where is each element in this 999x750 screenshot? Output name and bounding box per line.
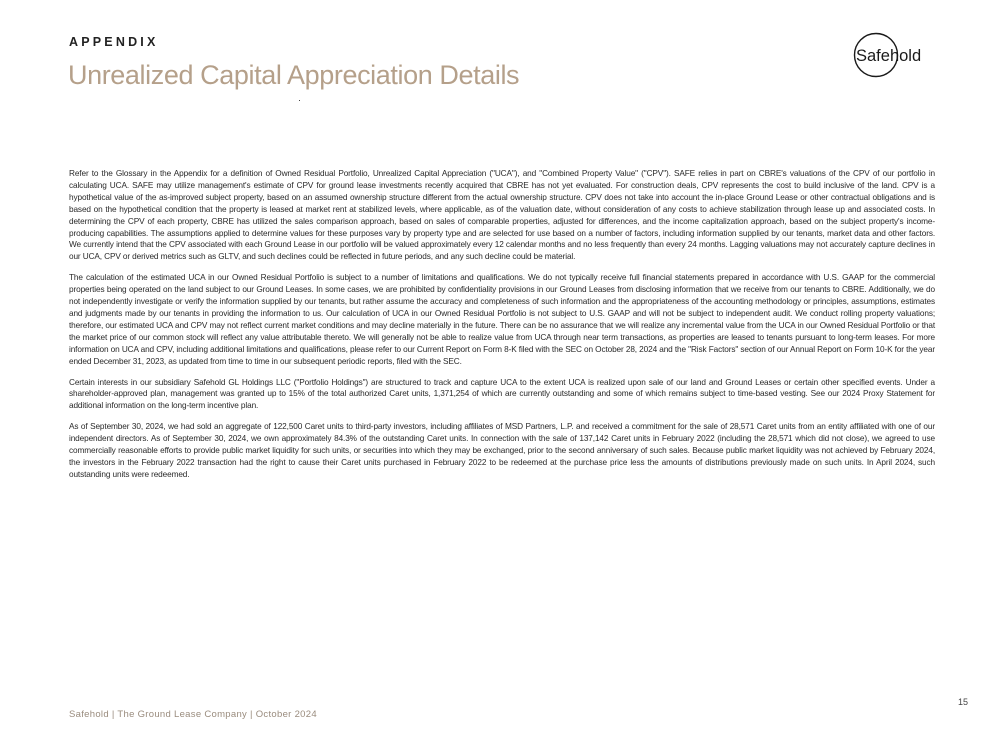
paragraph-caret-units: As of September 30, 2024, we had sold an aggregate of 122,500 Caret units to third-party investors, including affiliates of MSD Partners, L.P. and received a commitment for the sale of 28,571 Caret units from an entity affiliated with one of our independent directors. As of September 30, 2024, we own approximately 84.3% of the outstanding Caret units. In connection with the sale of 137,142 Caret units in February 2022 (including the 28,571 which did not close), we agreed to use commercially reasonable efforts to provide public market liquidity for such units, or securities into which they may be exchanged, prior to the second anniversary of such sales. Because public market liquidity was not achieved by February 2024, the investors in the February 2022 transaction had the right to cause their Caret units purchased in February 2022 to be redeemed at the purchase price less the amounts of distributions previously made on such units. In April 2024, such outstanding units were redeemed. bbox=[69, 422, 935, 479]
section-kicker: APPENDIX bbox=[69, 35, 159, 49]
paragraph-portfolio-holdings: Certain interests in our subsidiary Safehold GL Holdings LLC ("Portfolio Holdings") are structured to track and capture UCA to the extent UCA is realized upon sale of our land and Ground Leases or certain other specified events. Under a shareholder-approved plan, management was granted up to 15% of the total authorized Caret units, 1,371,254 of which are currently outstanding and some of which remains subject to time-based vesting. See our 2024 Proxy Statement for additional information on the long-term incentive plan. bbox=[69, 377, 935, 411]
paragraph-cpv-definition: Refer to the Glossary in the Appendix for a definition of Owned Residual Portfolio, Unrealized Capital Appreciation ("UCA"), and "Combined Property Value" ("CPV"). SAFE relies in part on CBRE's valuations of the CPV of our portfolio in calculating UCA. SAFE may utilize management's estimate of CPV for ground lease investments recently acquired that CBRE has not yet evaluated. For construction deals, CPV represents the cost to build inclusive of the land. CPV is a hypothetical value of the as-improved subject property, based on an assumed ownership structure different from the actual ownership structure. CPV does not take into account the in-place Ground Lease or other contractual obligations and is based on the hypothetical condition that the property is leased at market rent at stabilized levels, where applicable, as of the valuation date, without consideration of any costs to achieve stabilization through lease up and associated costs. In determining the CPV of each property, CBRE has utilized the sales comparison approach, based on sales of comparable properties, adjusted for differences, and the income capitalization approach, based on the subject property's income-producing capabilities. The assumptions applied to determine values for these purposes vary by property type and are selected for use based on a number of factors, including information supplied by our tenants, market data and other factors. We currently intend that the CPV associated with each Ground Lease in our portfolio will be valued approximately every 12 calendar months and no less frequently than every 24 months. Lagging valuations may not accurately capture declines in our UCA, CPV or derived metrics such as GLTV, and such declines could be reflected in future periods, and any such decline could be material. bbox=[69, 169, 935, 262]
disclosure-body bbox=[69, 168, 935, 490]
decorative-dot bbox=[299, 100, 300, 101]
safehold-circle-logo-icon bbox=[852, 31, 934, 79]
footer-text: Safehold | The Ground Lease Company | October 2024 bbox=[69, 709, 317, 720]
paragraph-uca-limitations: The calculation of the estimated UCA in our Owned Residual Portfolio is subject to a number of limitations and qualifications. We do not typically receive full financial statements prepared in accordance with U.S. GAAP for the commercial properties being operated on the land subject to our Ground Leases. In some cases, we are prohibited by confidentiality provisions in our Ground Leases from disclosing information that we receive from our tenants to CBRE. Additionally, we do not independently investigate or verify the information supplied by our tenants, but rather assume the accuracy and completeness of such information and the appropriateness of the accounting methodology or principles, assumptions, estimates and judgments made by our tenants in providing the information to us. Our calculation of UCA in our Owned Residual Portfolio is not subject to U.S. GAAP and will not be subject to independent audit. We conduct rolling property valuations; therefore, our estimated UCA and CPV may not reflect current market conditions and may decline materially in the future. There can be no assurance that we will realize any incremental value from the UCA in our Owned Residual Portfolio or that the market price of our common stock will reflect any value attributable thereto. We will generally not be able to realize value from UCA through near term transactions, as properties are leased to tenants pursuant to long-term leases. For more information on UCA and CPV, including additional limitations and qualifications, please refer to our Current Report on Form 8-K filed with the SEC on October 28, 2024 and the "Risk Factors" section of our Annual Report on Form 10-K for the year ended December 31, 2023, as updated from time to time in our subsequent periodic reports, filed with the SEC. bbox=[69, 273, 935, 366]
page-title: Unrealized Capital Appreciation Details bbox=[68, 60, 520, 90]
logo-wordmark: Safehold bbox=[856, 47, 922, 65]
safehold-logo bbox=[852, 31, 934, 79]
page-number: 15 bbox=[958, 697, 969, 707]
